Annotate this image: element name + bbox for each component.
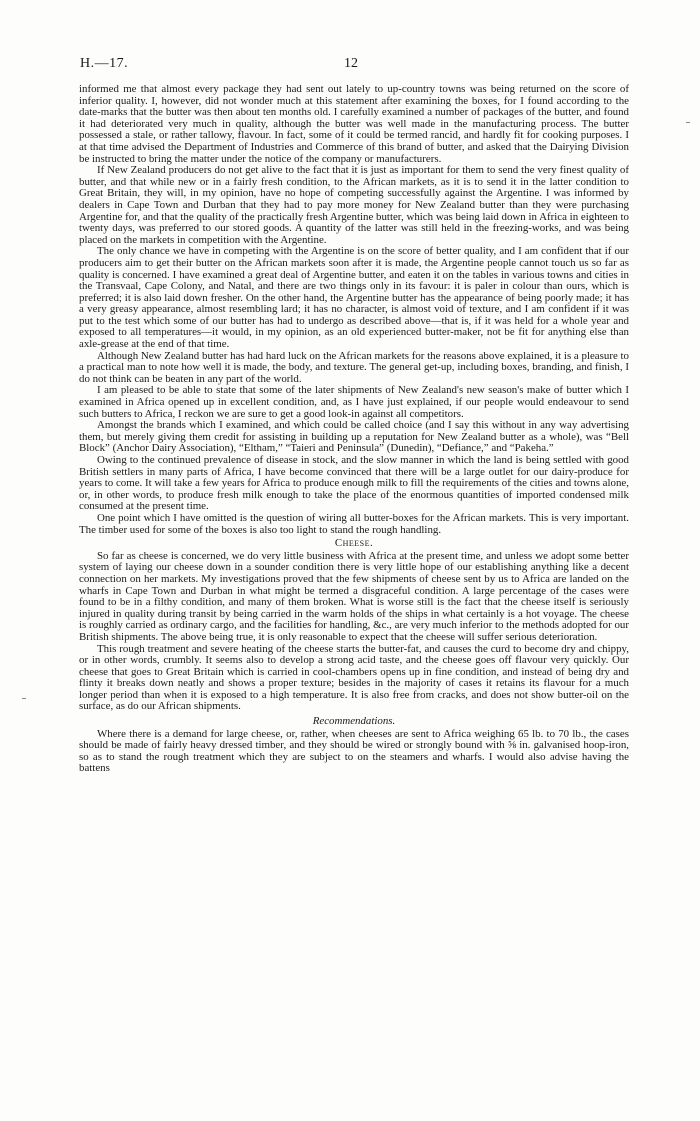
margin-mark bbox=[22, 698, 26, 699]
paragraph: informed me that almost every package they had sent out lately to up-country towns was being returned on the score of inferior quality. I, however, did not wonder much at this statement after examining the boxes, for I found according to the date-marks that the butter was then about ten months old. I carefully examined a number of packages of the butter, and found it had deteriorated very much in quality, although the butter was well made in the manufacturing process. The butter possessed a stale, or rather tallowy, flavour. In fact, some of it could be termed rancid, and hardly fit for cooking purposes. I at that time advised the Department of Industries and Commerce of this brand of butter, and asked that the Dairying Division be instructed to bring the matter under the notice of the company or manufacturers. bbox=[79, 83, 629, 165]
paragraph: The only chance we have in competing with the Argentine is on the score of better quality, and I am confident that if our producers aim to get their butter on the African markets soon after it is made, the Argentine people cannot touch us so far as quality is concerned. I have examined a great deal of Argentine butter, and eaten it on the tables in various towns and cities in the Transvaal, Cape Colony, and Natal, and there are two things only in its favour: it is paler in colour than ours, which is preferred; it is also laid down fresher. On the other hand, the Argentine butter has the appearance of being poorly made; it has a very greasy appearance, almost resembling lard; it has no character, is almost void of texture, and I am confident if it was put to the test which some of our butter has had to undergo as described above—that is, if it was held for a whole year and exposed to all temperatures—it would, in my opinion, as an old experienced butter-maker, not be fit for anything else than axle-grease at the end of that time. bbox=[79, 245, 629, 351]
paragraph: Owing to the continued prevalence of disease in stock, and the slow manner in which the land is being settled with good British settlers in many parts of Africa, I have become convinced that there will be a large outlet for our dairy-produce for years to come. It will take a few years for Africa to produce enough milk to fill the requirements of the cities and towns alone, or, in other words, to produce fresh milk enough to take the place of the enormous quantities of imported condensed milk consumed at the present time. bbox=[79, 454, 629, 513]
paragraph: So far as cheese is concerned, we do very little business with Africa at the present time, and unless we adopt some better system of laying our cheese down in a sounder condition there is very little hope of our establishing anything like a decent connection on her markets. My investigations proved that the few shipments of cheese sent by us to Africa are landed on the wharfs in Cape Town and Durban in what might be termed a disgraceful condition. A large percentage of the cases were found to be in a filthy condition, and many of them broken. What is worse still is the fact that the cheese itself is seriously injured in quality during transit by being carried in the warm holds of the ships in what certainly is a hot voyage. The cheese is roughly carried as ordinary cargo, and the facilities for handling, &c., are very much inferior to the methods adopted for our British shipments. The above being true, it is only reasonable to expect that the cheese will suffer serious deterioration. bbox=[79, 549, 629, 643]
paragraph: If New Zealand producers do not get alive to the fact that it is just as important for them to send the very finest quality of butter, and that while new or in a fairly fresh condition, to the African markets, as it is to send it in the latter condition to Great Britain, they will, in my opinion, have no hope of competing successfully against the Argentine. I was informed by dealers in Cape Town and Durban that they had to pay more money for New Zealand butter than they were purchasing Argentine for, and that the quality of the practically fresh Argentine butter, which was being laid down in Africa in eighteen to twenty days, was preferred to our stored goods. A quantity of the latter was still held in the freezing-works, and was being placed on the markets in competition with the Argentine. bbox=[79, 164, 629, 246]
document-reference: H.—17. bbox=[80, 56, 129, 71]
page-number: 12 bbox=[344, 56, 358, 71]
section-heading-cheese: Cheese. bbox=[334, 537, 374, 550]
page-header bbox=[80, 56, 640, 76]
paragraph: This rough treatment and severe heating of the cheese starts the butter-fat, and causes the curd to become dry and chippy, or in other words, crumbly. It seems also to develop a strong acid taste, and the cheese goes off flavour very quickly. Our cheese that goes to Great Britain which is carried in cool-chambers opens up in fine condition, and instead of being dry and flinty it breaks down neatly and shows a proper texture; besides in the majority of cases it retains its flavour for a much longer period than when it is exposed to a high temperature. It is also free from cracks, and does not show butter-oil on the surface, as do our African shipments. bbox=[79, 642, 629, 713]
paragraph: Where there is a demand for large cheese, or, rather, when cheeses are sent to Africa weighing 65 lb. to 70 lb., the cases should be made of fairly heavy dressed timber, and they should be wired or strongly bound with ⅝ in. galvanised hoop-iron, so as to stand the rough treatment which they are subject to on the steamers and wharfs. I would also advise having the battens bbox=[79, 727, 629, 775]
paragraph: Although New Zealand butter has had hard luck on the African markets for the reasons above explained, it is a pleasure to a practical man to note how well it is made, the body, and texture. The general get-up, including boxes, branding, and finish, I do not think can be beaten in any part of the world. bbox=[79, 349, 629, 385]
paragraph: Amongst the brands which I examined, and which could be called choice (and I say this without in any way advertising them, but merely giving them credit for assisting in building up a reputation for New Zealand butter as a whole), was “Bell Block” (Anchor Dairy Association), “Eltham,” “Taieri and Peninsula” (Dunedin), “Defiance,” and “Pakeha.” bbox=[79, 419, 629, 455]
body-text bbox=[79, 84, 629, 775]
margin-mark bbox=[686, 122, 690, 123]
paragraph: I am pleased to be able to state that some of the later shipments of New Zealand's new season's make of butter which I examined in Africa opened up in excellent condition, and, as I have just explained, if our people would endeavour to send such butters to Africa, I reckon we are sure to get a good look-in against all competitors. bbox=[79, 384, 629, 420]
section-heading-recommendations: Recommendations. bbox=[312, 715, 396, 728]
paragraph: One point which I have omitted is the question of wiring all butter-boxes for the African markets. This is very important. The timber used for some of the boxes is also too light to stand the rough handling. bbox=[79, 511, 629, 536]
